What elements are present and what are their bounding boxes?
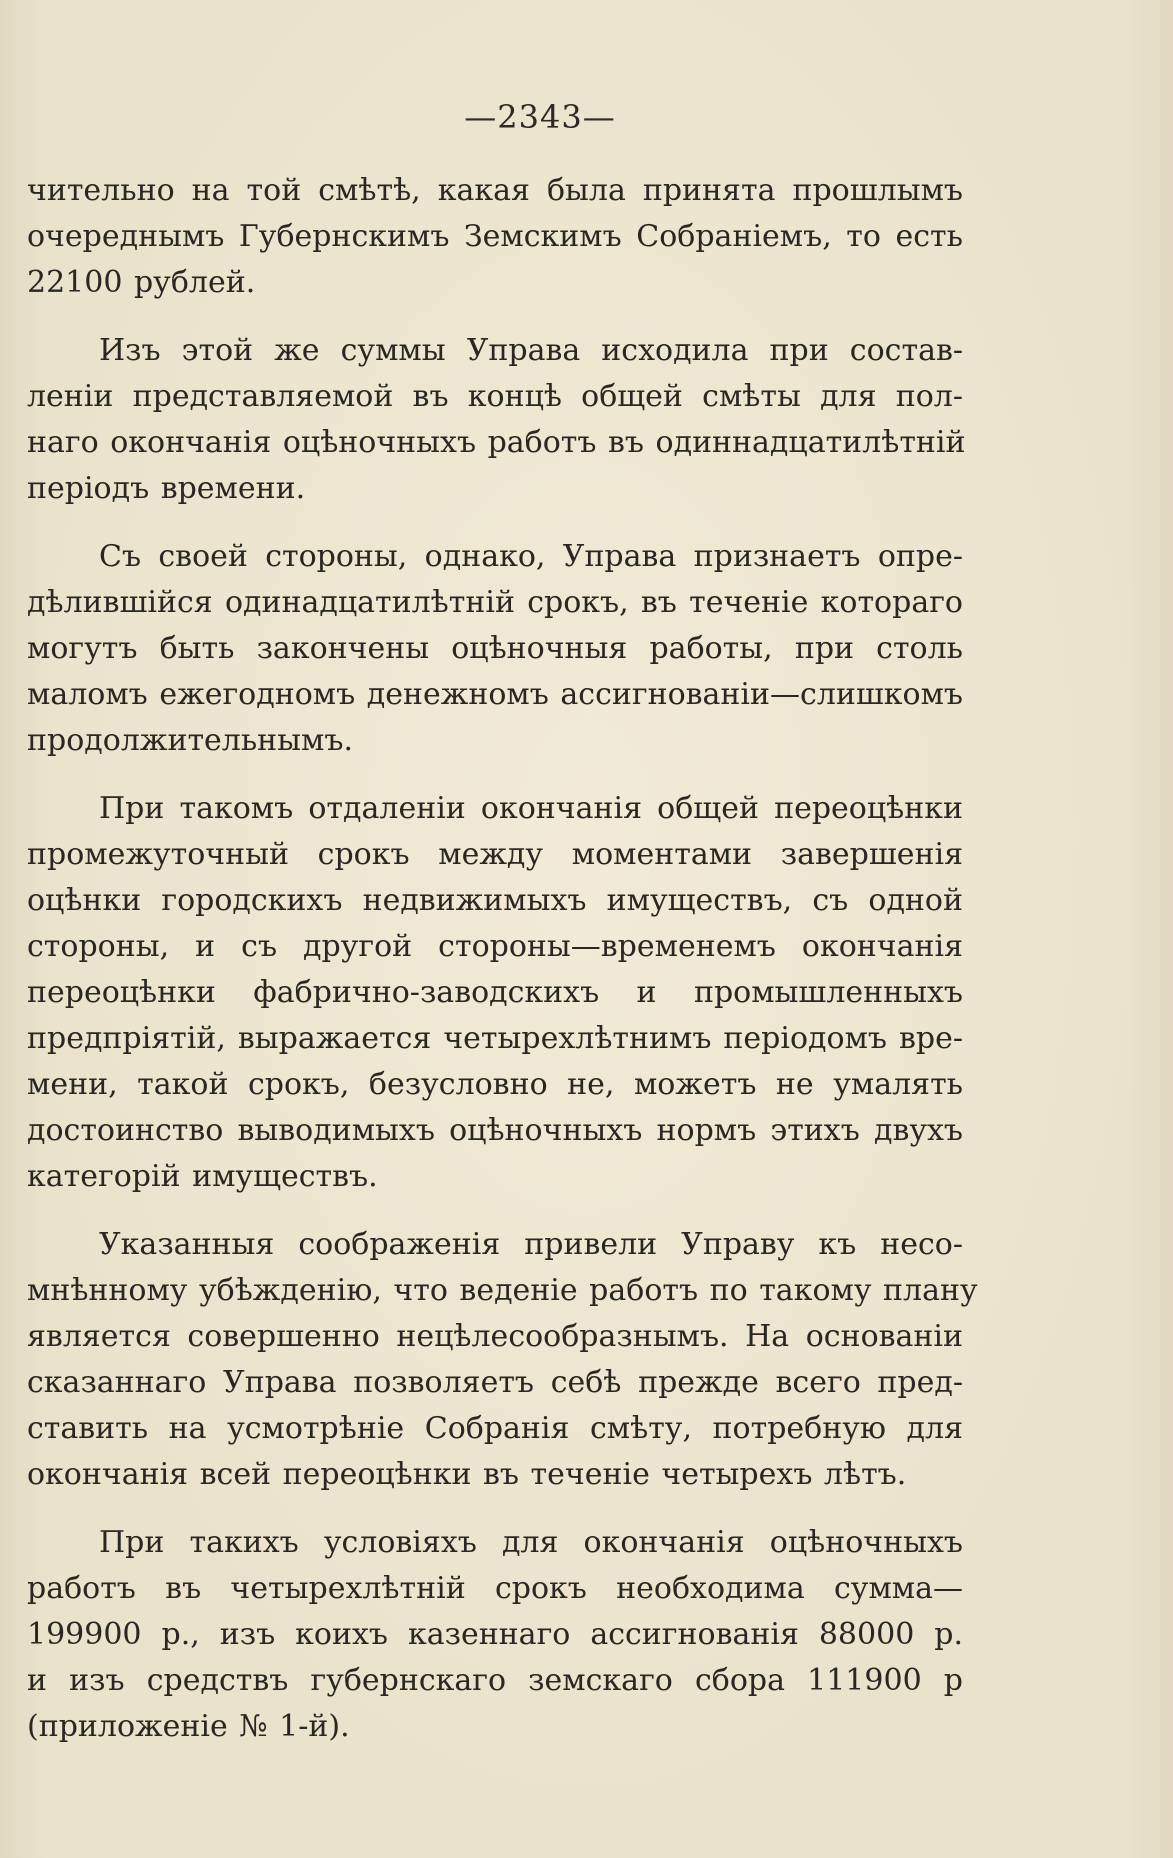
text-line: наго окончанія оцѣночныхъ работъ въ одиннадцатилѣтній: [27, 425, 966, 460]
text-line: предпріятій, выражается четырехлѣтнимъ періодомъ вре-: [27, 1021, 963, 1056]
text-line: достоинство выводимыхъ оцѣночныхъ нормъ этихъ двухъ: [27, 1113, 963, 1148]
paragraph: [27, 1520, 963, 1750]
text-line: (приложеніе № 1-й).: [27, 1709, 350, 1744]
paragraph: [27, 328, 966, 512]
paragraph: [27, 1222, 978, 1498]
text-line: мнѣнному убѣжденію, что веденіе работъ по такому плану: [27, 1273, 978, 1308]
text-line: чительно на той смѣтѣ, какая была принята прошлымъ: [27, 173, 963, 208]
paragraph: [27, 534, 963, 764]
text-line: Съ своей стороны, однако, Управа признаетъ опре-: [99, 539, 963, 574]
text-line: категорій имуществъ.: [27, 1159, 378, 1194]
text-line: стороны, и съ другой стороны—временемъ окончанія: [27, 929, 963, 964]
text-line: 22100 рублей.: [27, 265, 256, 300]
text-line: мени, такой срокъ, безусловно не, можетъ не умалять: [27, 1067, 963, 1102]
text-line: маломъ ежегодномъ денежномъ ассигнованіи—слишкомъ: [27, 677, 963, 712]
text-line: работъ въ четырехлѣтній срокъ необходима сумма—: [27, 1571, 963, 1606]
text-line: могутъ быть закончены оцѣночныя работы, при столь: [27, 631, 963, 666]
text-line: ставить на усмотрѣніе Собранія смѣту, потребную для: [27, 1411, 963, 1446]
text-line: продолжительнымъ.: [27, 723, 354, 758]
text-line: періодъ времени.: [27, 471, 306, 506]
text-line: промежуточный срокъ между моментами завершенія: [27, 837, 963, 872]
text-line: сказаннаго Управа позволяетъ себѣ прежде всего пред-: [27, 1365, 963, 1400]
page-number: —2343—: [464, 98, 616, 136]
text-line: оцѣнки городскихъ недвижимыхъ имуществъ, съ одной: [27, 883, 963, 918]
text-line: очереднымъ Губернскимъ Земскимъ Собраніемъ, то есть: [27, 219, 963, 254]
text-line: 199900 р., изъ коихъ казеннаго ассигнованія 88000 р.: [27, 1617, 963, 1652]
text-line: леніи представляемой въ концѣ общей смѣты для пол-: [27, 379, 963, 414]
text-line: переоцѣнки фабрично-заводскихъ и промышленныхъ: [27, 975, 963, 1010]
text-line: Изъ этой же суммы Управа исходила при состав-: [99, 333, 963, 368]
text-line: При такомъ отдаленіи окончанія общей переоцѣнки: [99, 791, 963, 826]
text-line: При такихъ условіяхъ для окончанія оцѣночныхъ: [99, 1525, 963, 1560]
body-text: [27, 168, 978, 1772]
text-line: Указанныя соображенія привели Управу къ несо-: [99, 1227, 963, 1262]
text-line: окончанія всей переоцѣнки въ теченіе четырехъ лѣтъ.: [27, 1457, 907, 1492]
paragraph: [27, 168, 963, 306]
text-line: дѣлившійся одинадцатилѣтній срокъ, въ теченіе котораго: [27, 585, 963, 620]
text-line: является совершенно нецѣлесообразнымъ. На основаніи: [27, 1319, 963, 1354]
text-line: и изъ средствъ губернскаго земскаго сбора 111900 р: [27, 1663, 963, 1698]
paragraph: [27, 786, 963, 1200]
